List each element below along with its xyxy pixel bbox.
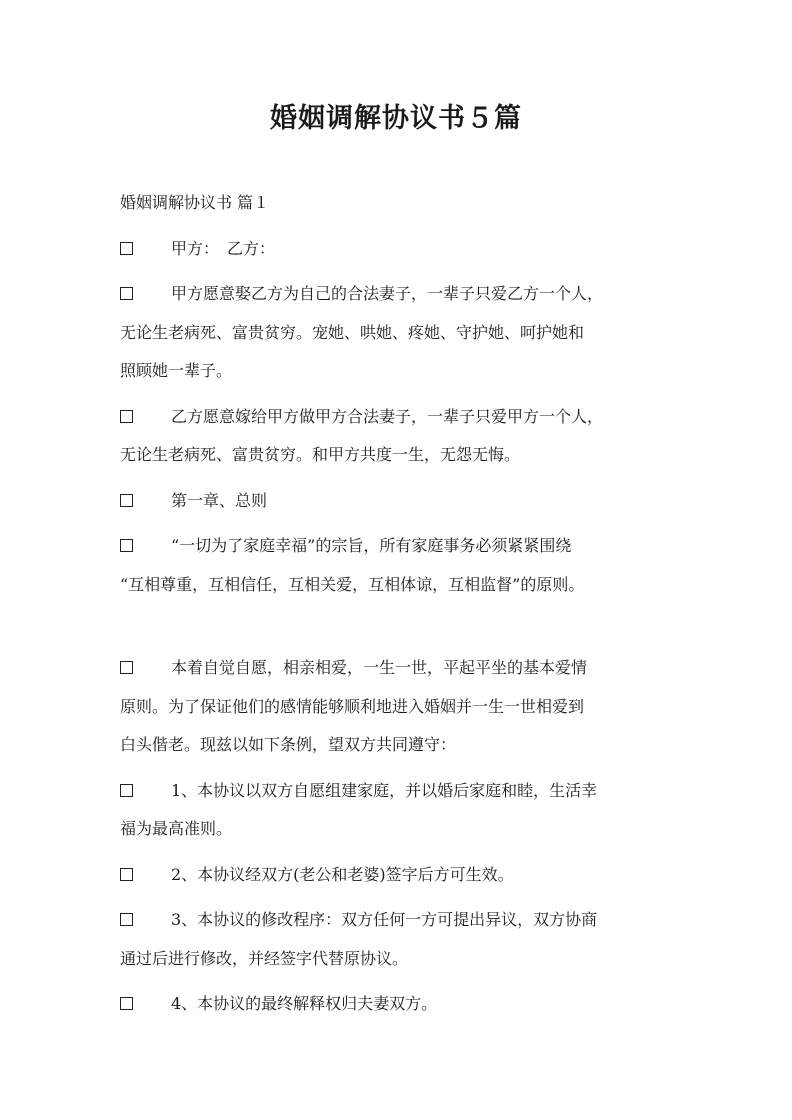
paragraph-line: 4、本协议的最终解释权归夫妻双方。 xyxy=(171,994,438,1013)
document-title: 婚姻调解协议书５篇 xyxy=(270,103,522,134)
paragraph-line: 1、本协议以双方自愿组建家庭，并以婚后家庭和睦，生活幸 xyxy=(171,780,598,800)
checkbox-bullet-icon xyxy=(120,287,133,300)
paragraph-line: 3、本协议的修改程序：双方任何一方可提出异议，双方协商 xyxy=(171,910,598,929)
paragraph-line: 无论生老病死、富贵贫穷。宠她、哄她、疼她、守护她、呵护她和 xyxy=(120,322,585,342)
paragraph-line: 第一章、总则 xyxy=(171,490,268,510)
paragraph-4 xyxy=(120,482,672,521)
paragraph-line: 2、本协议经双方(老公和老婆)签字后方可生效。 xyxy=(171,864,514,884)
checkbox-bullet-icon xyxy=(120,410,133,423)
checkbox-bullet-icon xyxy=(120,784,133,797)
paragraph-6 xyxy=(120,649,672,765)
paragraph-2 xyxy=(120,275,672,391)
paragraph-line: 无论生老病死、富贵贫穷。和甲方共度一生，无怨无悔。 xyxy=(120,445,521,464)
paragraph-line: 通过后进行修改，并经签字代替原协议。 xyxy=(120,948,409,968)
checkbox-bullet-icon xyxy=(120,913,133,926)
paragraph-5 xyxy=(120,527,672,604)
paragraph-8 xyxy=(120,856,672,895)
checkbox-bullet-icon xyxy=(120,868,133,881)
paragraph-line: 原则。为了保证他们的感情能够顺利地进入婚姻并一生一世相爱到 xyxy=(120,696,585,716)
paragraph-10 xyxy=(120,985,672,1024)
document-body xyxy=(120,184,672,1031)
paragraph-9 xyxy=(120,901,672,978)
paragraph-line: 照顾她一辈子。 xyxy=(120,361,233,380)
checkbox-bullet-icon xyxy=(120,494,133,507)
paragraph-line: 甲方愿意娶乙方为自己的合法妻子，一辈子只爱乙方一个人， xyxy=(171,284,604,303)
paragraph-7 xyxy=(120,772,672,849)
checkbox-bullet-icon xyxy=(120,661,133,674)
paragraph-3 xyxy=(120,398,672,475)
paragraph-line: “互相尊重，互相信任，互相关爱，互相体谅，互相监督”的原则。 xyxy=(120,574,585,594)
paragraph-1 xyxy=(120,230,672,269)
checkbox-bullet-icon xyxy=(120,997,133,1010)
paragraph-line: 甲方： 乙方： xyxy=(171,238,276,258)
checkbox-bullet-icon xyxy=(120,242,133,255)
paragraph-line: 乙方愿意嫁给甲方做甲方合法妻子，一辈子只爱甲方一个人， xyxy=(171,406,604,426)
paragraph-line: 本着自觉自愿，相亲相爱，一生一世，平起平坐的基本爱情 xyxy=(171,658,588,677)
paragraph-line: “一切为了家庭幸福”的宗旨，所有家庭事务必须紧紧围绕 xyxy=(171,536,572,555)
section-heading: 婚姻调解协议书 篇１ xyxy=(120,193,270,212)
paragraph-line: 福为最高准则。 xyxy=(120,819,233,838)
paragraph-line: 白头偕老。现兹以如下条例，望双方共同遵守： xyxy=(120,735,457,754)
checkbox-bullet-icon xyxy=(120,539,133,552)
